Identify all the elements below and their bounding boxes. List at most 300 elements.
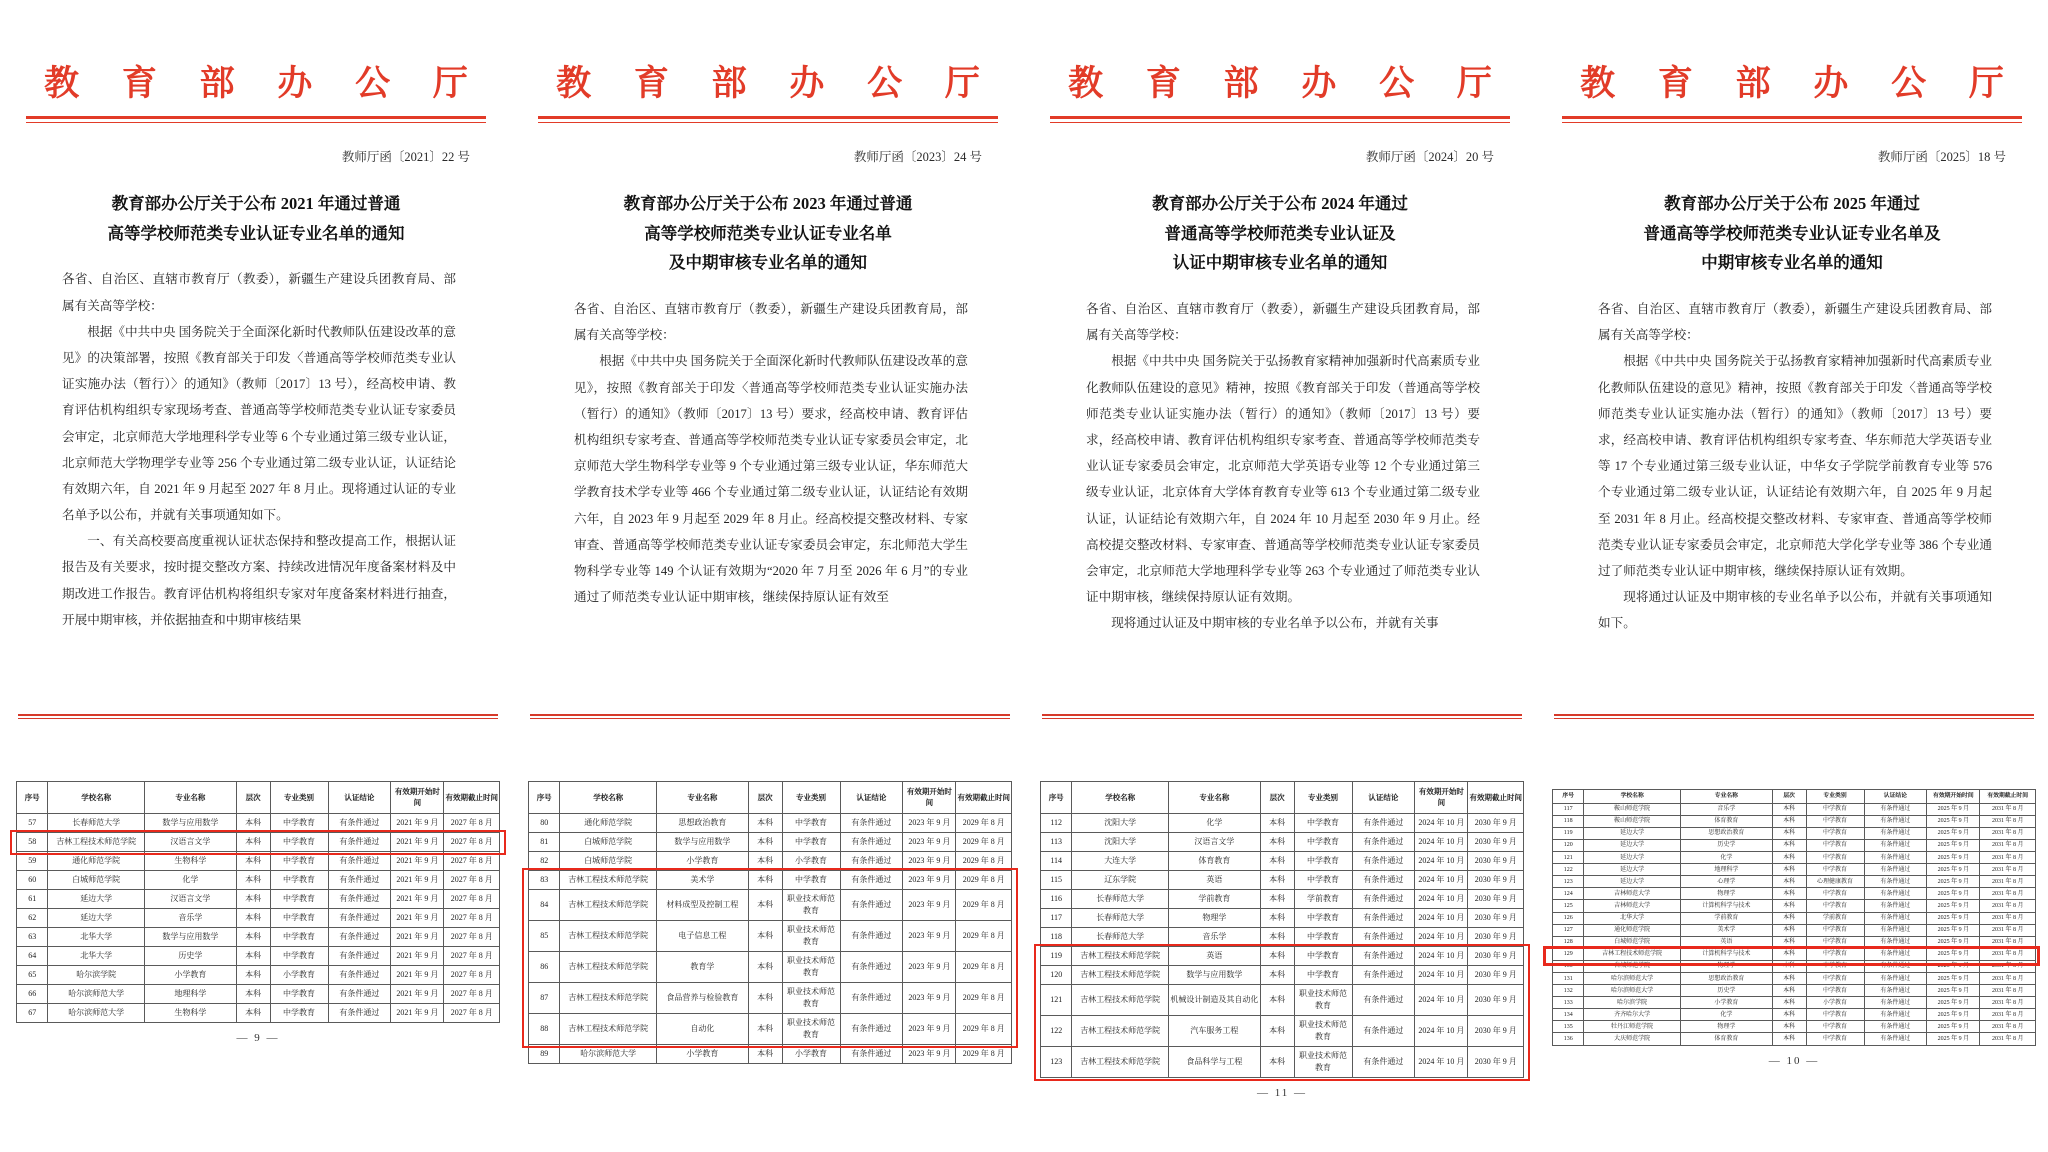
table-cell: 中学教育: [1294, 813, 1352, 832]
table-cell: 2025 年 9 月: [1927, 936, 1980, 948]
column-header: 专业类别: [1294, 782, 1352, 814]
column-header: 认证结论: [840, 782, 903, 814]
table-cell: 小学教育: [782, 851, 840, 870]
table-cell: 辽东学院: [1072, 870, 1169, 889]
certification-table: [1552, 789, 2036, 1046]
table-cell: 有条件通过: [840, 889, 903, 920]
table-cell: 学前教育: [1294, 889, 1352, 908]
attachment-section: [528, 714, 1012, 1073]
table-cell: 哈尔滨师范大学: [560, 1044, 657, 1063]
certification-table: [16, 781, 500, 1023]
table-cell: 2027 年 8 月: [444, 813, 500, 832]
table-cell: 2025 年 9 月: [1927, 815, 1980, 827]
body-paragraph: 根据《中共中央 国务院关于弘扬教育家精神加强新时代高素质专业化教师队伍建设的意见》精神，按照《教育部关于印发（普通高等学校师范类专业认证实施办法（暂行）的通知》（教师〔2017〕13 号）要求，经高校申请、教育评估机构组织专家考查、普通高等学校师范类专业认证专家委员会审定，北京师范大学英语专业等 12 个专业通过第三级专业认证，北京体育大学体育教育专业等 613 个专业通过第二级专业认证，认证结论有效期六年，自 2024 年 10 月起至 2030 年 9 月止。经高校提交整改材料、专家审查、普通高等学校师范类专业认证专家委员会审定，北京师范大学地理科学专业等 263 个专业通过了师范类专业认证中期审核，继续保持原认证有效期。: [1086, 354, 1480, 605]
notice-title-line: 教育部办公厅关于公布 2025 年通过: [1664, 194, 1920, 213]
table-cell: 58: [17, 832, 48, 851]
table-row: [1553, 973, 2036, 985]
body-paragraph: 根据《中共中央 国务院关于全面深化新时代教师队伍建设改革的意见》的决策部署，按照《教育部关于印发〈普通高等学校师范类专业认证实施办法（暂行）〉的通知》（教师〔2017〕13 号），经高校申请、教育评估机构组织专家现场考查、普通高等学校师范类专业认证专家委员会审定，北京师范大学地理科学专业等 6 个专业通过第三级专业认证，北京师范大学物理学专业等 256 个专业通过第二级专业认证，认证结论有效期六年，自 2021 年 9 月起至 2027 年 8 月止。现将通过认证的专业名单予以公布，并就有关事项通知如下。: [62, 324, 456, 523]
table-cell: 本科: [1772, 912, 1806, 924]
table-row: [529, 920, 1012, 951]
column-header: 专业名称: [1680, 790, 1772, 804]
table-cell: 本科: [1260, 851, 1294, 870]
table-cell: 中学教育: [1294, 851, 1352, 870]
letterhead-rule: [1050, 116, 1510, 123]
table-cell: 延边大学: [1584, 852, 1681, 864]
column-header: 有效期截止时间: [1468, 782, 1524, 814]
table-header-row: [17, 782, 500, 814]
table-cell: 延边大学: [48, 889, 145, 908]
table-cell: 思想政治教育: [656, 813, 748, 832]
table-cell: 2025 年 9 月: [1927, 1033, 1980, 1045]
table-row: [529, 813, 1012, 832]
notice-title-line: 中期审核专业名单的通知: [1701, 253, 1883, 273]
table-cell: 2024 年 10 月: [1415, 832, 1468, 851]
table-cell: 中学教育: [270, 889, 328, 908]
table-cell: 本科: [1772, 803, 1806, 815]
notice-title: [1024, 189, 1536, 278]
table-cell: 本科: [1772, 997, 1806, 1009]
page-number: — 11 —: [1256, 1086, 1308, 1099]
notice-title-line: 及中期审核专业名单的通知: [669, 253, 867, 273]
table-cell: 2025 年 9 月: [1927, 852, 1980, 864]
table-cell: 131: [1553, 973, 1584, 985]
table-cell: 有条件通过: [840, 920, 903, 951]
table-cell: 通化师范学院: [560, 813, 657, 832]
table-cell: 鞍山师范学院: [1584, 815, 1681, 827]
table-cell: 职业技术师范教育: [1294, 1015, 1352, 1046]
table-cell: 学前教育: [1680, 912, 1772, 924]
table-cell: 2024 年 10 月: [1415, 870, 1468, 889]
body-paragraph: 一、有关高校要高度重视认证状态保持和整改提高工作，根据认证报告及有关要求，按时提交整改方案、持续改进情况年度备案材料及中期改进工作报告。教育评估机构将组织专家对年度备案材料进行抽查，开展中期审核，并依据抽查和中期审核结果: [62, 534, 456, 627]
table-cell: 2025 年 9 月: [1927, 900, 1980, 912]
table-wrap: [1040, 781, 1524, 1078]
table-cell: 有条件通过: [1352, 946, 1415, 965]
column-header: 序号: [1553, 790, 1584, 804]
table-cell: 本科: [1772, 876, 1806, 888]
table-cell: 125: [1553, 900, 1584, 912]
table-cell: 吉林工程技术师范学院: [560, 920, 657, 951]
table-cell: 2031 年 8 月: [1980, 827, 2036, 839]
table-row: [17, 832, 500, 851]
table-cell: 2024 年 10 月: [1415, 813, 1468, 832]
body-paragraph: 现将通过认证及中期审核的专业名单予以公布，并就有关事项通知如下。: [1598, 590, 1992, 631]
column-header: 学校名称: [48, 782, 145, 814]
table-cell: 有条件通过: [1864, 888, 1927, 900]
table-cell: 本科: [1260, 889, 1294, 908]
notice-title-line: 高等学校师范类专业认证专业名单的通知: [107, 223, 405, 243]
table-row: [1553, 1009, 2036, 1021]
letterhead-rule: [538, 116, 998, 123]
table-cell: 有条件通过: [1352, 851, 1415, 870]
table-cell: 本科: [1260, 908, 1294, 927]
table-row: [1553, 1033, 2036, 1045]
table-cell: 117: [1041, 908, 1072, 927]
table-cell: 本科: [1772, 827, 1806, 839]
table-cell: 白城师范学院: [560, 851, 657, 870]
table-cell: 120: [1041, 965, 1072, 984]
table-row: [1553, 852, 2036, 864]
table-cell: 136: [1553, 1033, 1584, 1045]
table-cell: 本科: [236, 832, 270, 851]
table-cell: 有条件通过: [840, 870, 903, 889]
table-cell: 本科: [748, 982, 782, 1013]
table-cell: 吉林工程技术师范学院: [560, 982, 657, 1013]
table-row: [1553, 876, 2036, 888]
table-cell: 本科: [236, 889, 270, 908]
table-header-row: [1041, 782, 1524, 814]
table-row: [529, 851, 1012, 870]
table-cell: 130: [1553, 960, 1584, 972]
table-cell: 2031 年 8 月: [1980, 960, 2036, 972]
table-cell: 本科: [748, 813, 782, 832]
table-cell: 北华大学: [48, 927, 145, 946]
table-cell: 2027 年 8 月: [444, 984, 500, 1003]
table-row: [17, 908, 500, 927]
table-cell: 67: [17, 1003, 48, 1022]
table-cell: 本科: [1772, 1033, 1806, 1045]
table-cell: 2025 年 9 月: [1927, 912, 1980, 924]
body-paragraph: 各省、自治区、直辖市教育厅（教委），新疆生产建设兵团教育局、部属有关高等学校：: [62, 272, 456, 313]
document-page-2023: [512, 0, 1024, 1152]
table-cell: 有条件通过: [328, 984, 391, 1003]
section-divider: [18, 714, 498, 719]
table-cell: 129: [1553, 948, 1584, 960]
table-row: [17, 984, 500, 1003]
table-cell: 生物科学: [144, 851, 236, 870]
table-cell: 数学与应用数学: [656, 832, 748, 851]
table-row: [1041, 927, 1524, 946]
column-header: 认证结论: [328, 782, 391, 814]
doc-number: 教师厅函〔2024〕20 号: [1365, 150, 1494, 164]
table-cell: 86: [529, 951, 560, 982]
document-page-2024: [1024, 0, 1536, 1152]
table-cell: 哈尔滨师范大学: [48, 1003, 145, 1022]
table-cell: 63: [17, 927, 48, 946]
table-cell: 本科: [1260, 1015, 1294, 1046]
notice-body: [1598, 296, 1992, 636]
table-cell: 中学教育: [270, 927, 328, 946]
table-cell: 2025 年 9 月: [1927, 888, 1980, 900]
table-cell: 2023 年 9 月: [903, 951, 956, 982]
table-cell: 学前教育: [1168, 889, 1260, 908]
table-cell: 本科: [1772, 924, 1806, 936]
table-cell: 2030 年 9 月: [1468, 832, 1524, 851]
table-cell: 134: [1553, 1009, 1584, 1021]
notice-title-line: 认证中期审核专业名单的通知: [1172, 253, 1388, 273]
table-cell: 2025 年 9 月: [1927, 876, 1980, 888]
table-cell: 职业技术师范教育: [782, 982, 840, 1013]
table-cell: 数学与应用数学: [144, 813, 236, 832]
table-row: [1553, 948, 2036, 960]
table-cell: 2021 年 9 月: [391, 908, 444, 927]
column-header: 层次: [748, 782, 782, 814]
page-number: — 9 —: [236, 1031, 280, 1044]
table-row: [1041, 984, 1524, 1015]
table-cell: 2024 年 10 月: [1415, 984, 1468, 1015]
letterhead-rule: [26, 116, 486, 123]
table-row: [1041, 813, 1524, 832]
table-cell: 本科: [1772, 1009, 1806, 1021]
table-cell: 有条件通过: [1864, 973, 1927, 985]
table-cell: 中学教育: [1806, 973, 1864, 985]
table-cell: 白城师范学院: [48, 870, 145, 889]
table-cell: 有条件通过: [1864, 924, 1927, 936]
table-cell: 2023 年 9 月: [903, 851, 956, 870]
table-cell: 2025 年 9 月: [1927, 985, 1980, 997]
table-cell: 中学教育: [1294, 870, 1352, 889]
table-row: [1553, 815, 2036, 827]
table-cell: 吉林工程技术师范学院: [1072, 965, 1169, 984]
table-cell: 2030 年 9 月: [1468, 870, 1524, 889]
table-cell: 2031 年 8 月: [1980, 888, 2036, 900]
table-cell: 123: [1553, 876, 1584, 888]
table-row: [529, 951, 1012, 982]
table-cell: 本科: [1260, 984, 1294, 1015]
notice-title-line: 教育部办公厅关于公布 2021 年通过普通: [111, 194, 401, 213]
table-cell: 数学与应用数学: [144, 927, 236, 946]
notice-title-line: 普通高等学校师范类专业认证专业名单及: [1643, 223, 1941, 243]
notice-title: [0, 189, 512, 248]
table-cell: 吉林工程技术师范学院: [48, 832, 145, 851]
table-cell: 延边大学: [48, 908, 145, 927]
table-cell: 音乐学: [1168, 927, 1260, 946]
table-cell: 2030 年 9 月: [1468, 946, 1524, 965]
table-cell: 2027 年 8 月: [444, 889, 500, 908]
table-cell: 物理学: [1168, 908, 1260, 927]
table-cell: 有条件通过: [1864, 948, 1927, 960]
table-cell: 有条件通过: [840, 813, 903, 832]
column-header: 专业名称: [656, 782, 748, 814]
table-cell: 有条件通过: [1352, 1046, 1415, 1077]
table-row: [1553, 888, 2036, 900]
table-cell: 职业技术师范教育: [782, 920, 840, 951]
table-cell: 有条件通过: [328, 927, 391, 946]
table-cell: 本科: [1772, 1021, 1806, 1033]
table-cell: 音乐学: [144, 908, 236, 927]
table-cell: 85: [529, 920, 560, 951]
table-cell: 本科: [1772, 985, 1806, 997]
table-cell: 北华大学: [1584, 912, 1681, 924]
letterhead-title: 教 育 部 办 公 厅: [556, 64, 997, 103]
table-cell: 吉林工程技术师范学院: [1072, 946, 1169, 965]
body-paragraph: 根据《中共中央 国务院关于弘扬教育家精神加强新时代高素质专业化教师队伍建设的意见》精神，按照《教育部关于印发〈普通高等学校师范类专业认证实施办法（暂行）的通知》（教师〔2017〕13 号）要求，经高校申请、教育评估机构组织专家考查、华东师范大学英语专业等 17 个专业通过第三级专业认证，中华女子学院学前教育专业等 576 个专业通过第二级专业认证，认证结论有效期六年，自 2025 年 9 月起至 2031 年 8 月止。经高校提交整改材料、专家审查、普通高等学校师范类专业认证专家委员会审定，北京师范大学化学专业等 386 个专业通过了师范类专业认证中期审核，继续保持原认证有效期。: [1598, 354, 1992, 578]
table-cell: 白城师范学院: [1584, 960, 1681, 972]
table-cell: 有条件通过: [1864, 803, 1927, 815]
table-cell: 2025 年 9 月: [1927, 973, 1980, 985]
table-cell: 有条件通过: [1352, 889, 1415, 908]
table-cell: 电子信息工程: [656, 920, 748, 951]
table-cell: 2027 年 8 月: [444, 965, 500, 984]
table-cell: 中学教育: [1806, 888, 1864, 900]
column-header: 专业类别: [782, 782, 840, 814]
table-cell: 中学教育: [1806, 852, 1864, 864]
body-paragraph: 现将通过认证及中期审核的专业名单予以公布，并就有关事: [1111, 616, 1439, 631]
table-cell: 有条件通过: [1864, 1009, 1927, 1021]
page-number: — 10 —: [1768, 1054, 1820, 1067]
table-cell: 化学: [1680, 1009, 1772, 1021]
table-cell: 2031 年 8 月: [1980, 839, 2036, 851]
table-cell: 2025 年 9 月: [1927, 960, 1980, 972]
table-row: [1041, 851, 1524, 870]
table-cell: 思想政治教育: [1680, 827, 1772, 839]
table-cell: 2031 年 8 月: [1980, 948, 2036, 960]
table-cell: 2031 年 8 月: [1980, 852, 2036, 864]
table-cell: 自动化: [656, 1013, 748, 1044]
table-cell: 2030 年 9 月: [1468, 1015, 1524, 1046]
table-cell: 2021 年 9 月: [391, 832, 444, 851]
table-cell: 大连大学: [1072, 851, 1169, 870]
table-cell: 有条件通过: [1864, 985, 1927, 997]
column-header: 序号: [529, 782, 560, 814]
table-row: [1041, 946, 1524, 965]
table-cell: 有条件通过: [840, 1013, 903, 1044]
column-header: 序号: [17, 782, 48, 814]
table-cell: 2024 年 10 月: [1415, 1046, 1468, 1077]
table-row: [1041, 908, 1524, 927]
table-cell: 本科: [1772, 960, 1806, 972]
table-cell: 职业技术师范教育: [782, 1013, 840, 1044]
table-cell: 2023 年 9 月: [903, 832, 956, 851]
table-row: [1553, 912, 2036, 924]
table-cell: 120: [1553, 839, 1584, 851]
table-cell: 职业技术师范教育: [1294, 984, 1352, 1015]
table-cell: 有条件通过: [1864, 1021, 1927, 1033]
table-row: [17, 1003, 500, 1022]
table-cell: 2023 年 9 月: [903, 920, 956, 951]
notice-body: [1086, 296, 1480, 636]
table-cell: 122: [1041, 1015, 1072, 1046]
table-cell: 59: [17, 851, 48, 870]
table-row: [17, 965, 500, 984]
table-cell: 2024 年 10 月: [1415, 946, 1468, 965]
table-cell: 化学: [1680, 852, 1772, 864]
table-cell: 2023 年 9 月: [903, 1013, 956, 1044]
table-row: [1553, 827, 2036, 839]
letterhead-title: 教 育 部 办 公 厅: [1068, 64, 1509, 103]
table-cell: 化学: [1168, 813, 1260, 832]
table-cell: 122: [1553, 864, 1584, 876]
table-cell: 有条件通过: [1864, 997, 1927, 1009]
table-cell: 长春师范大学: [1072, 908, 1169, 927]
table-cell: 2030 年 9 月: [1468, 1046, 1524, 1077]
table-cell: 材料成型及控制工程: [656, 889, 748, 920]
table-cell: 中学教育: [270, 851, 328, 870]
column-header: 学校名称: [1072, 782, 1169, 814]
table-row: [1553, 960, 2036, 972]
table-cell: 124: [1553, 888, 1584, 900]
table-cell: 2025 年 9 月: [1927, 948, 1980, 960]
table-cell: 2031 年 8 月: [1980, 900, 2036, 912]
table-cell: 2024 年 10 月: [1415, 851, 1468, 870]
table-cell: 通化师范学院: [1584, 924, 1681, 936]
table-cell: 中学教育: [1806, 827, 1864, 839]
table-cell: 2027 年 8 月: [444, 870, 500, 889]
table-cell: 地理科学: [144, 984, 236, 1003]
table-row: [17, 889, 500, 908]
table-cell: 历史学: [144, 946, 236, 965]
table-cell: 本科: [1260, 813, 1294, 832]
table-cell: 有条件通过: [328, 813, 391, 832]
table-cell: 中学教育: [782, 870, 840, 889]
table-cell: 有条件通过: [1864, 1033, 1927, 1045]
table-cell: 白城师范学院: [560, 832, 657, 851]
table-cell: 2029 年 8 月: [956, 920, 1012, 951]
table-cell: 中学教育: [1806, 936, 1864, 948]
table-cell: 2031 年 8 月: [1980, 973, 2036, 985]
table-cell: 2021 年 9 月: [391, 813, 444, 832]
table-cell: 中学教育: [1806, 1021, 1864, 1033]
table-cell: 132: [1553, 985, 1584, 997]
table-cell: 本科: [748, 1044, 782, 1063]
table-cell: 有条件通过: [328, 832, 391, 851]
table-cell: 中学教育: [1806, 948, 1864, 960]
table-cell: 2029 年 8 月: [956, 832, 1012, 851]
table-cell: 2029 年 8 月: [956, 813, 1012, 832]
table-cell: 61: [17, 889, 48, 908]
table-cell: 有条件通过: [1352, 1015, 1415, 1046]
table-cell: 2024 年 10 月: [1415, 1015, 1468, 1046]
table-cell: 中学教育: [1294, 927, 1352, 946]
table-cell: 英语: [1680, 936, 1772, 948]
table-cell: 吉林工程技术师范学院: [1072, 984, 1169, 1015]
table-cell: 2027 年 8 月: [444, 832, 500, 851]
table-row: [1041, 1015, 1524, 1046]
certification-table: [1040, 781, 1524, 1078]
table-cell: 哈尔滨学院: [1584, 997, 1681, 1009]
table-cell: 65: [17, 965, 48, 984]
table-cell: 职业技术师范教育: [782, 951, 840, 982]
table-cell: 有条件通过: [328, 965, 391, 984]
table-cell: 2024 年 10 月: [1415, 965, 1468, 984]
table-cell: 大庆师范学院: [1584, 1033, 1681, 1045]
table-cell: 2030 年 9 月: [1468, 984, 1524, 1015]
table-cell: 有条件通过: [840, 982, 903, 1013]
table-cell: 有条件通过: [840, 1044, 903, 1063]
table-cell: 中学教育: [1294, 832, 1352, 851]
table-cell: 2029 年 8 月: [956, 951, 1012, 982]
table-cell: 小学教育: [144, 965, 236, 984]
table-cell: 2021 年 9 月: [391, 984, 444, 1003]
table-cell: 本科: [748, 889, 782, 920]
table-cell: 2031 年 8 月: [1980, 803, 2036, 815]
table-cell: 美术学: [656, 870, 748, 889]
table-cell: 本科: [1260, 832, 1294, 851]
table-cell: 长春师范大学: [1072, 927, 1169, 946]
table-row: [529, 982, 1012, 1013]
table-cell: 有条件通过: [1864, 852, 1927, 864]
table-cell: 本科: [748, 951, 782, 982]
table-cell: 2030 年 9 月: [1468, 851, 1524, 870]
table-row: [17, 927, 500, 946]
table-cell: 有条件通过: [1352, 927, 1415, 946]
table-cell: 有条件通过: [1864, 960, 1927, 972]
notice-title-line: 普通高等学校师范类专业认证及: [1164, 223, 1396, 243]
table-cell: 2027 年 8 月: [444, 946, 500, 965]
table-row: [1041, 965, 1524, 984]
table-row: [1553, 839, 2036, 851]
table-cell: 中学教育: [270, 1003, 328, 1022]
column-header: 序号: [1041, 782, 1072, 814]
table-cell: 115: [1041, 870, 1072, 889]
table-cell: 小学教育: [656, 851, 748, 870]
table-cell: 2027 年 8 月: [444, 1003, 500, 1022]
table-cell: 中学教育: [1806, 900, 1864, 912]
table-cell: 汉语言文学: [144, 889, 236, 908]
table-cell: 体育教育: [1168, 851, 1260, 870]
table-cell: 2023 年 9 月: [903, 982, 956, 1013]
table-cell: 2031 年 8 月: [1980, 876, 2036, 888]
column-header: 层次: [1260, 782, 1294, 814]
